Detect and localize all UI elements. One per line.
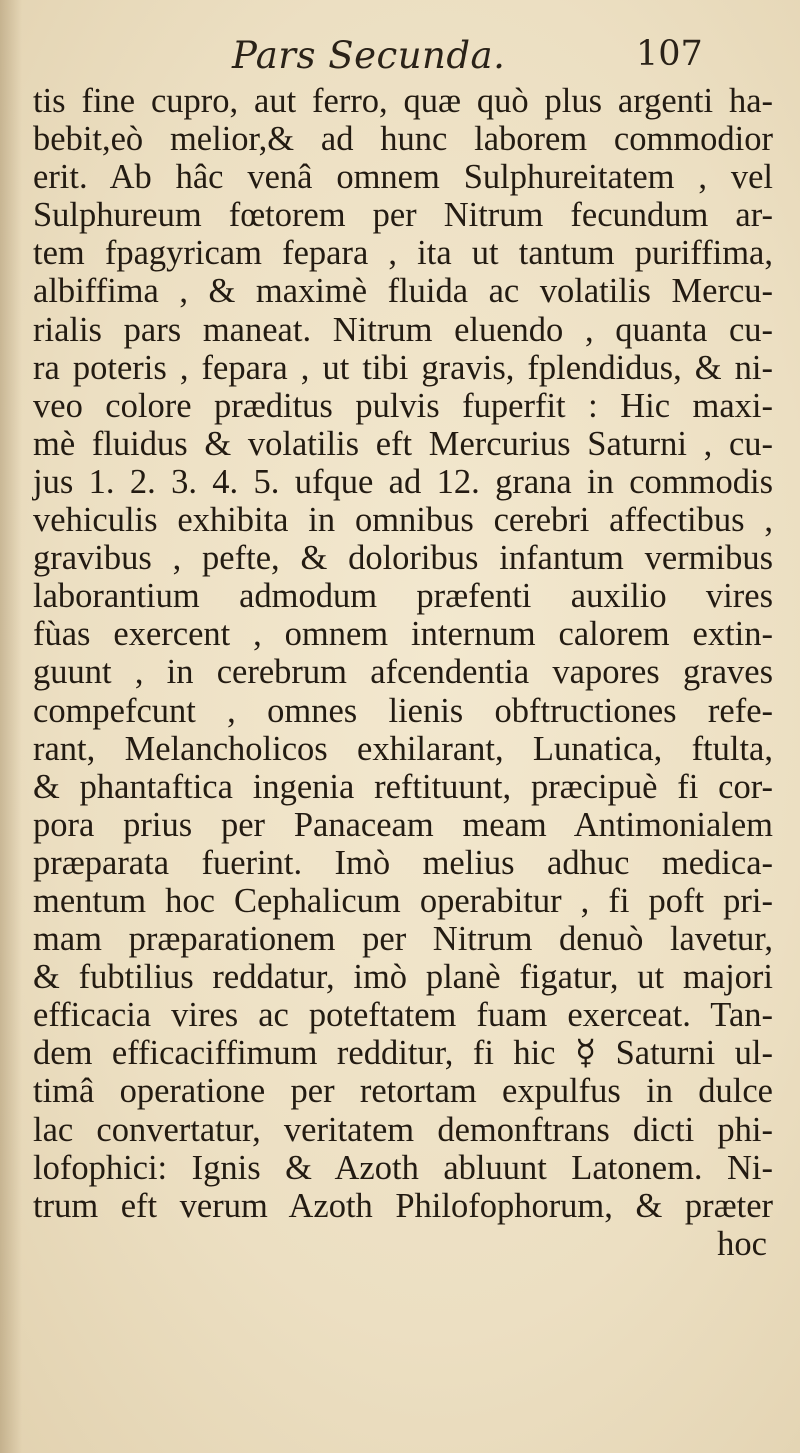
text-line: erit. Ab hâc venâ omnem Sulphureitatem , vel: [33, 158, 773, 197]
text-line: mentum hoc Cephalicum operabitur , fi poft pri-: [33, 881, 773, 920]
text-line: mam præparationem per Nitrum denuò lavetur,: [33, 920, 773, 959]
running-head: [0, 34, 800, 84]
text-line: præparata fuerint. Imò melius adhuc medica-: [33, 843, 773, 882]
text-line: bebit,eò melior,& ad hunc laborem commodior: [33, 120, 773, 159]
text-line: mè fluidus & volatilis eft Mercurius Saturni , cu-: [33, 424, 773, 463]
text-line: tis fine cupro, aut ferro, quæ quò plus argenti ha-: [33, 82, 773, 120]
text-line: laborantium admodum præfenti auxilio vires: [33, 577, 773, 616]
text-line: timâ operatione per retortam expulfus in dulce: [33, 1072, 773, 1111]
text-line: trum eft verum Azoth Philofophorum, & præter: [33, 1186, 773, 1225]
text-line: lac convertatur, veritatem demonftrans dicti phi-: [33, 1110, 773, 1149]
text-line: compefcunt , omnes lienis obftructiones refe-: [33, 691, 773, 730]
text-line: guunt , in cerebrum afcendentia vapores graves: [33, 653, 773, 692]
text-line: pora prius per Panaceam meam Antimonialem: [33, 805, 773, 844]
text-line: & phantaftica ingenia reftituunt, præcipuè fi cor-: [33, 767, 773, 806]
text-line: efficacia vires ac poteftatem fuam exerceat. Tan-: [33, 996, 773, 1035]
running-head-title: Pars Secunda.: [232, 34, 506, 77]
text-line: tem fpagyricam fepara , ita ut tantum puriffima,: [33, 234, 773, 273]
text-line: veo colore præditus pulvis fuperfit : Hic maxi-: [33, 386, 773, 425]
text-line: lofophici: Ignis & Azoth abluunt Latonem. Ni-: [33, 1148, 773, 1187]
page-gutter-shadow: [0, 0, 22, 1453]
text-line: dem efficaciffimum redditur, fi hic ☿ Saturni ul-: [33, 1034, 773, 1073]
text-line: jus 1. 2. 3. 4. 5. ufque ad 12. grana in commodis: [33, 462, 773, 501]
text-line: Sulphureum fœtorem per Nitrum fecundum ar-: [33, 196, 773, 235]
text-line: & fubtilius reddatur, imò planè figatur, ut majori: [33, 958, 773, 997]
catchword: hoc: [717, 1224, 767, 1263]
text-line: fùas exercent , omnem internum calorem extin-: [33, 615, 773, 654]
text-line: rant, Melancholicos exhilarant, Lunatica, ftulta,: [33, 729, 773, 768]
text-line: vehiculis exhibita in omnibus cerebri affectibus ,: [33, 501, 773, 540]
text-line: rialis pars maneat. Nitrum eluendo , quanta cu-: [33, 310, 773, 349]
body-text: [33, 82, 773, 1263]
text-line: albiffima , & maximè fluida ac volatilis Mercu-: [33, 272, 773, 311]
text-line: ra poteris , fepara , ut tibi gravis, fplendidus, & ni-: [33, 348, 773, 387]
text-line: gravibus , pefte, & doloribus infantum vermibus: [33, 539, 773, 578]
page-number: 107: [636, 34, 703, 74]
